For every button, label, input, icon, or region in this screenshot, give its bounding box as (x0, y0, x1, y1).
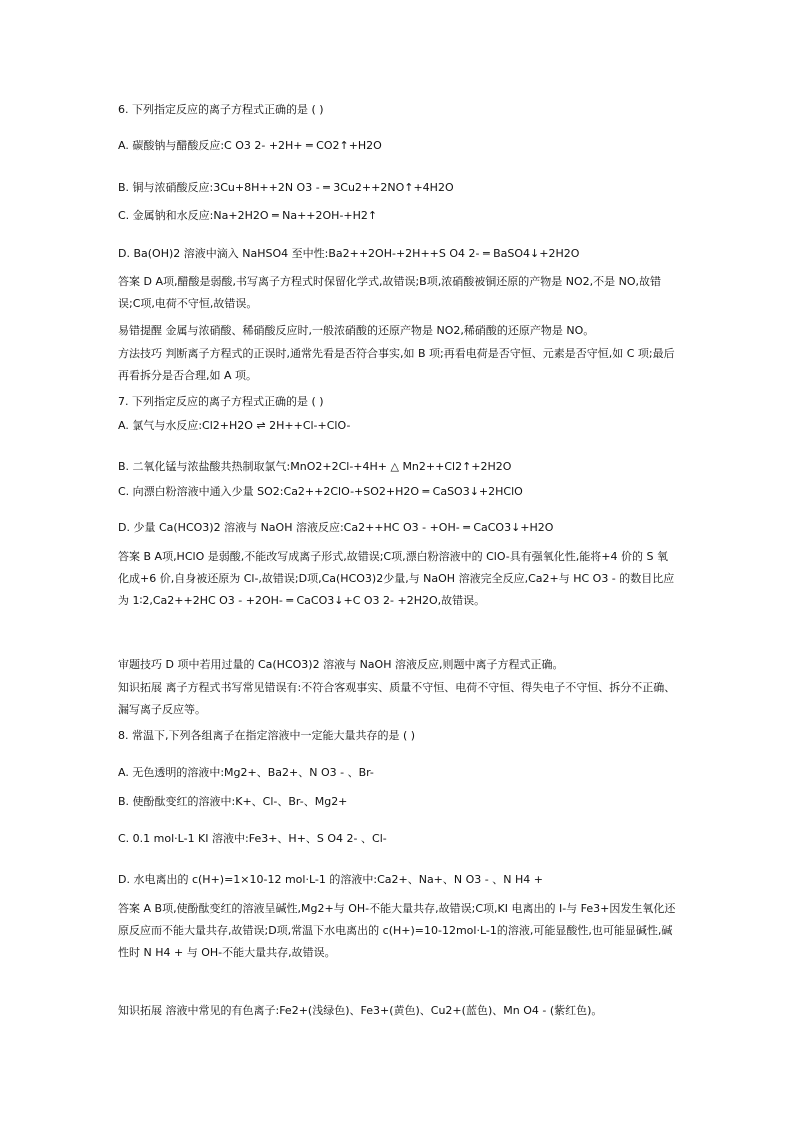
q8-option-c: C. 0.1 mol·L-1 KI 溶液中:Fe3+、H+、S O4 2- 、Cl- (118, 832, 387, 845)
q6-option-d: D. Ba(OH)2 溶液中滴入 NaHSO4 至中性:Ba2++2OH-+2H++S O4 2- ═ BaSO4↓+2H2O (118, 247, 580, 260)
q6-option-a: A. 碳酸钠与醋酸反应:C O3 2- +2H+ ═ CO2↑+H2O (118, 139, 382, 152)
q7-option-c: C. 向漂白粉溶液中通入少量 SO2:Ca2++2ClO-+SO2+H2O ═ CaSO3↓+2HClO (118, 485, 523, 498)
q7-answer: 答案 B A项,HClO 是弱酸,不能改写成离子形式,故错误;C项,漂白粉溶液中的 ClO-具有强氧化性,能将+4 价的 S 氧化成+6 价,自身被还原为 Cl-,故错误;D项,Ca(HCO3)2少量,与 NaOH 溶液完全反应,Ca2+与 HC O3 - 的数目比应为 1∶2,Ca2++2HC O3 - +2OH- ═ CaCO3↓+C O3 2- +2H2O,故错误。 (118, 550, 675, 607)
q6-warning: 易错提醒 金属与浓硝酸、稀硝酸反应时,一般浓硝酸的还原产物是 NO2,稀硝酸的还原产物是 NO。 (118, 324, 595, 337)
q7-knowledge-expand: 知识拓展 离子方程式书写常见错误有:不符合客观事实、质量不守恒、电荷不守恒、得失电子不守恒、拆分不正确、漏写离子反应等。 (118, 681, 676, 716)
q8-stem: 8. 常温下,下列各组离子在指定溶液中一定能大量共存的是 ( ) (118, 729, 416, 742)
q7-option-d: D. 少量 Ca(HCO3)2 溶液与 NaOH 溶液反应:Ca2++HC O3 - +OH- ═ CaCO3↓+H2O (118, 521, 554, 534)
q6-method-tip: 方法技巧 判断离子方程式的正误时,通常先看是否符合事实,如 B 项;再看电荷是否守恒、元素是否守恒,如 C 项;最后再看拆分是否合理,如 A 项。 (118, 347, 675, 382)
q6-option-b: B. 铜与浓硝酸反应:3Cu+8H++2N O3 - ═ 3Cu2++2NO↑+4H2O (118, 181, 454, 194)
q6-stem: 6. 下列指定反应的离子方程式正确的是 ( ) (118, 103, 324, 116)
q7-option-b: B. 二氧化锰与浓盐酸共热制取氯气:MnO2+2Cl-+4H+ △ Mn2++Cl2↑+2H2O (118, 460, 512, 473)
q7-review-tip: 审题技巧 D 项中若用过量的 Ca(HCO3)2 溶液与 NaOH 溶液反应,则题中离子方程式正确。 (118, 658, 564, 671)
q8-answer: 答案 A B项,使酚酞变红的溶液呈碱性,Mg2+与 OH-不能大量共存,故错误;C项,KI 电离出的 I-与 Fe3+因发生氧化还原反应而不能大量共存,故错误;D项,常温下水电离出的 c(H+)=10-12mol·L-1的溶液,可能显酸性,也可能显碱性,碱性时 N H4 + 与 OH-不能大量共存,故错误。 (118, 902, 676, 959)
q8-option-b: B. 使酚酞变红的溶液中:K+、Cl-、Br-、Mg2+ (118, 795, 348, 808)
q6-option-c: C. 金属钠和水反应:Na+2H2O ═ Na++2OH-+H2↑ (118, 209, 378, 222)
q8-option-a: A. 无色透明的溶液中:Mg2+、Ba2+、N O3 - 、Br- (118, 766, 374, 779)
q8-option-d: D. 水电离出的 c(H+)=1×10-12 mol·L-1 的溶液中:Ca2+、Na+、N O3 - 、N H4 + (118, 873, 543, 886)
q7-stem: 7. 下列指定反应的离子方程式正确的是 ( ) (118, 395, 324, 408)
q6-answer: 答案 D A项,醋酸是弱酸,书写离子方程式时保留化学式,故错误;B项,浓硝酸被铜还原的产物是 NO2,不是 NO,故错误;C项,电荷不守恒,故错误。 (118, 275, 661, 310)
q8-knowledge-expand: 知识拓展 溶液中常见的有色离子:Fe2+(浅绿色)、Fe3+(黄色)、Cu2+(蓝色)、Mn O4 - (紫红色)。 (118, 1004, 603, 1017)
q7-option-a: A. 氯气与水反应:Cl2+H2O ⇌ 2H++Cl-+ClO- (118, 419, 351, 432)
